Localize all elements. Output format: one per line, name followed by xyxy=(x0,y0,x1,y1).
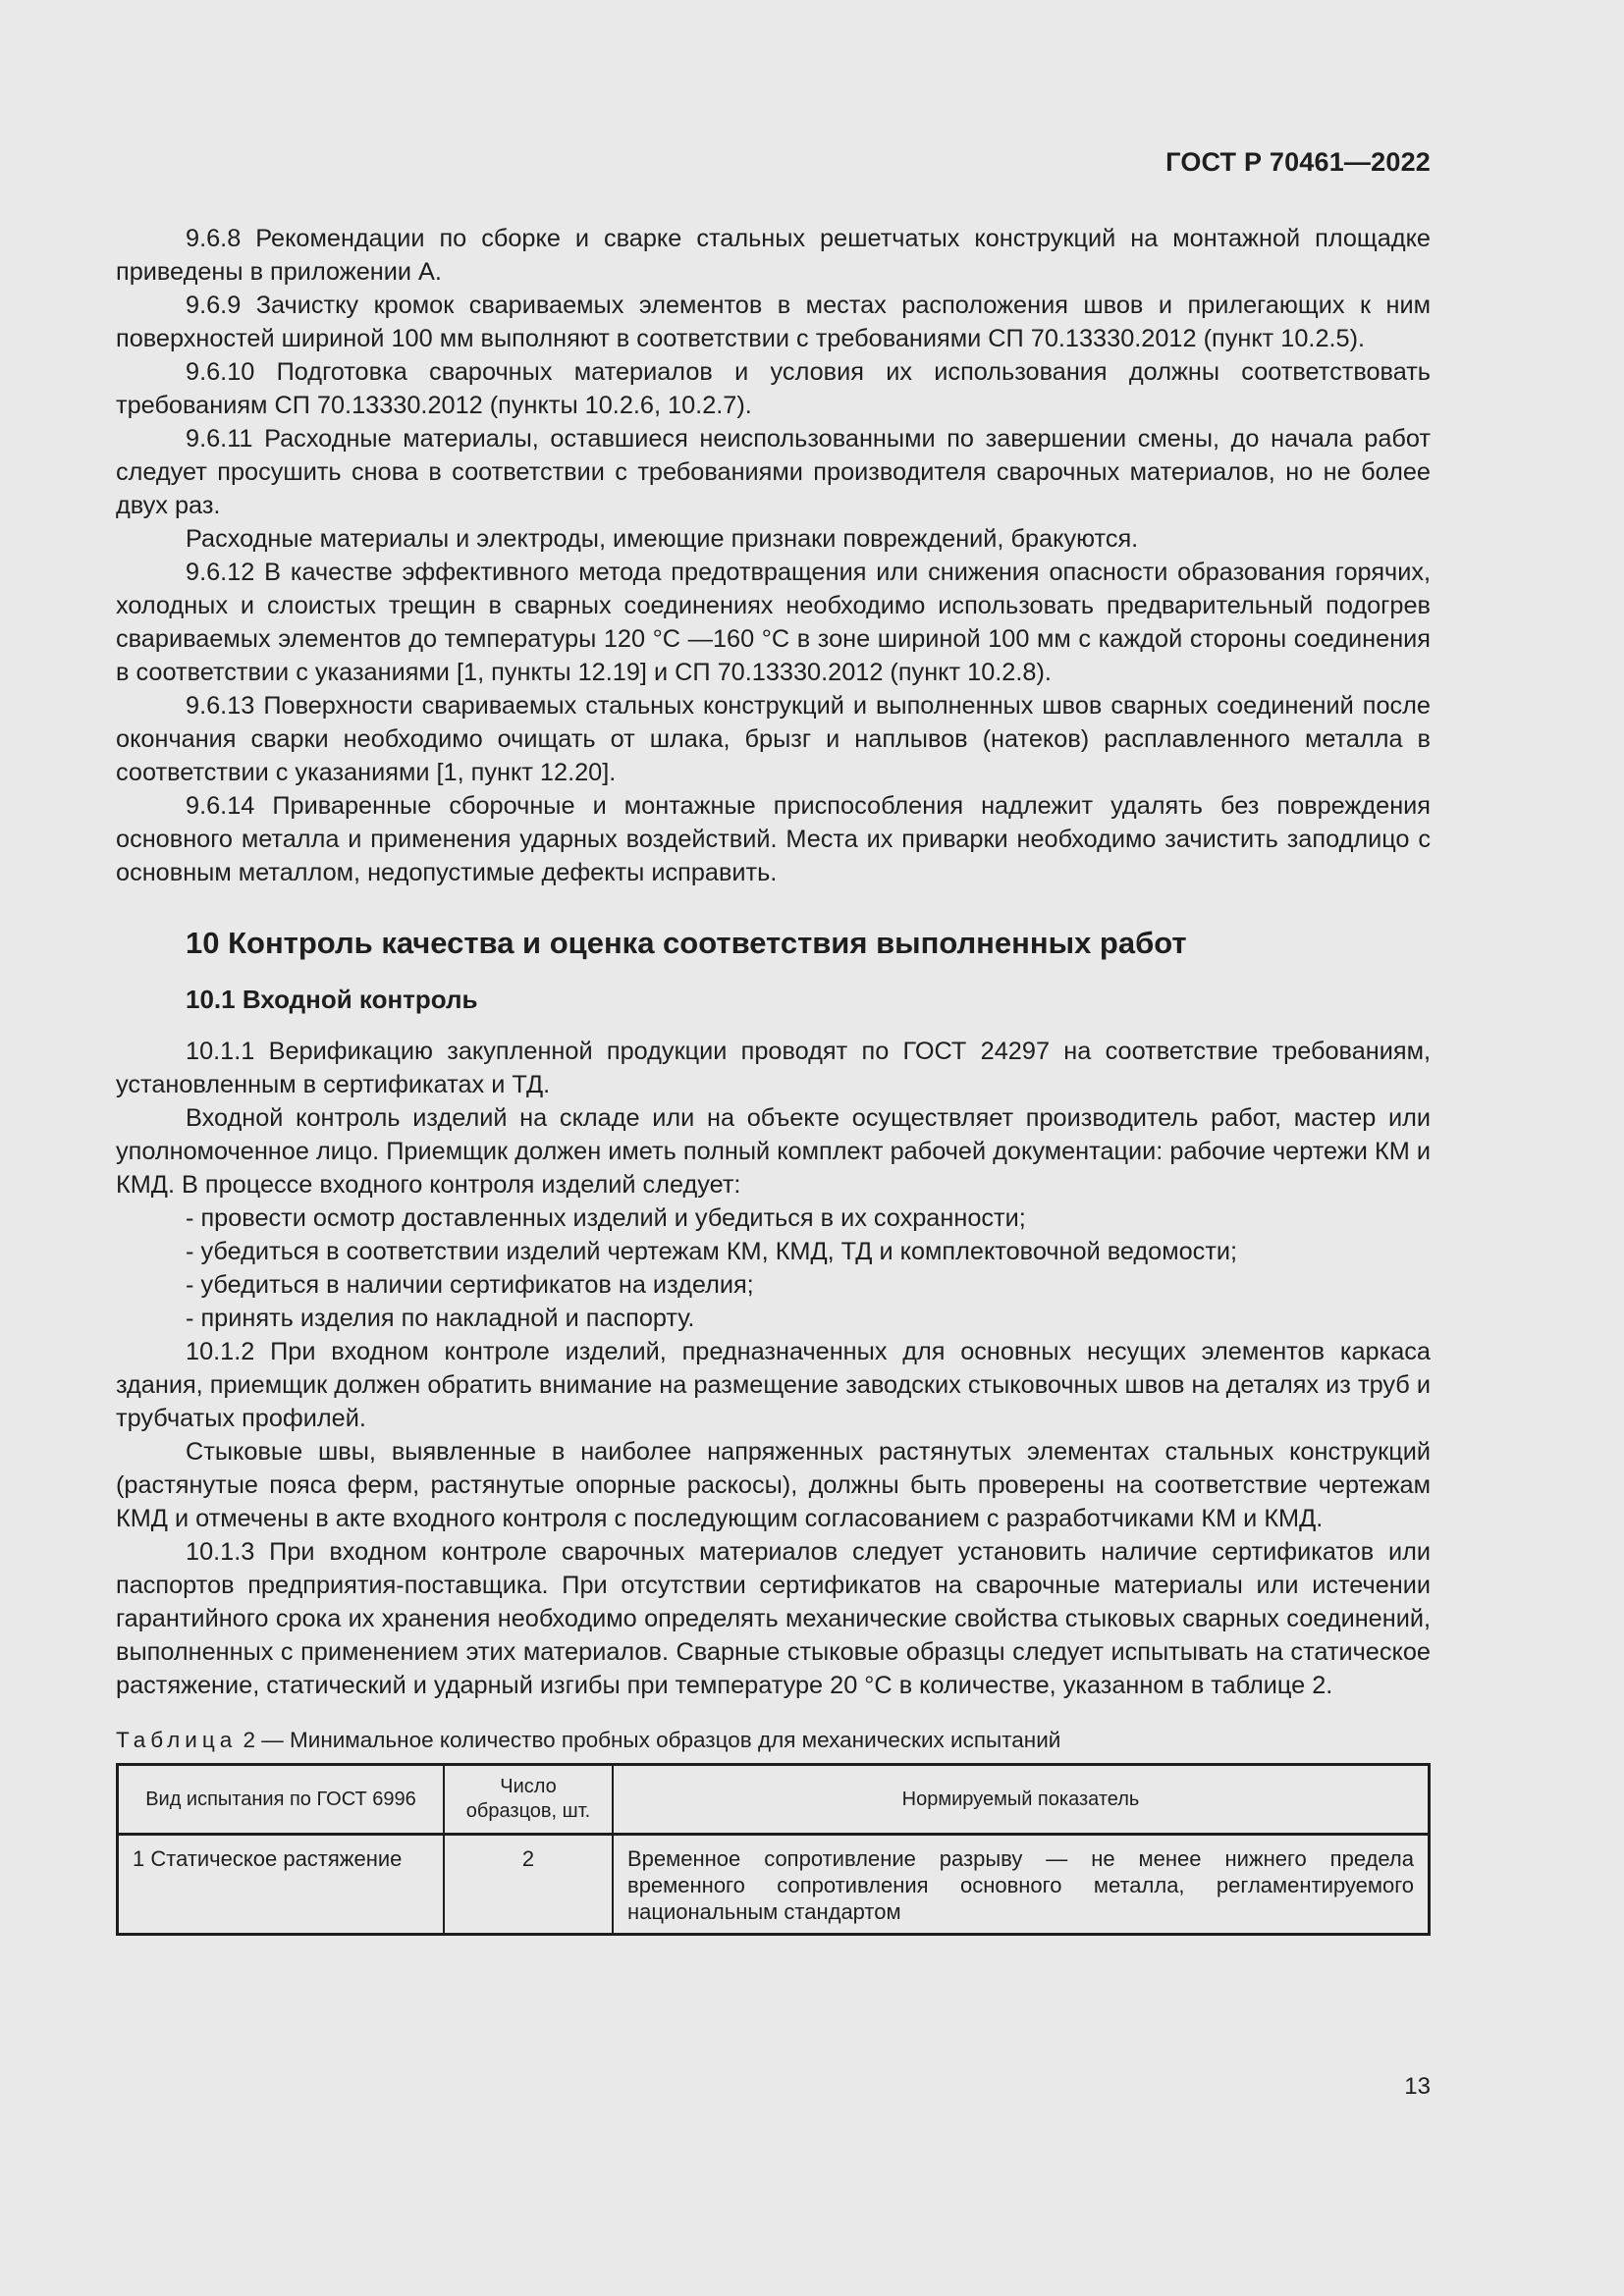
table-caption-text: 2 — Минимальное количество пробных образцов для механических испытаний xyxy=(237,1728,1061,1752)
cell-test-type: 1 Статическое растяжение xyxy=(118,1835,445,1935)
header-normed-indicator: Нормируемый показатель xyxy=(613,1765,1430,1835)
specimen-table xyxy=(116,1763,1431,1936)
paragraph-10-1-2: 10.1.2 При входном контроле изделий, предназначенных для основных несущих элементов каркаса здания, приемщик должен обратить внимание на размещение заводских стыковочных швов на деталях из труб и трубчатых профилей. xyxy=(116,1338,1431,1432)
cell-specimen-count: 2 xyxy=(444,1835,613,1935)
section-heading: 10 Контроль качества и оценка соответствия выполненных работ xyxy=(186,926,1187,960)
header-test-type: Вид испытания по ГОСТ 6996 xyxy=(118,1765,445,1835)
table-row xyxy=(118,1835,1430,1935)
list-item: - убедиться в соответствии изделий чертежам КМ, КМД, ТД и комплектовочной ведомости; xyxy=(186,1238,1238,1265)
paragraph-9-6-14: 9.6.14 Приваренные сборочные и монтажные приспособления надлежит удалять без повреждения основного металла и применения ударных воздействий. Места их приварки необходимо зачистить заподлицо с основным металлом, недопустимые дефекты исправить. xyxy=(116,792,1431,886)
paragraph-10-1-3: 10.1.3 При входном контроле сварочных материалов следует установить наличие сертификатов или паспортов предприятия-поставщика. При отсутствии сертификатов на сварочные материалы или истечении гарантийного срока их хранения необходимо определять механические свойства стыковых сварных соединений, выполненных с применением этих материалов. Сварные стыковые образцы следует испытывать на статическое растяжение, статический и ударный изгибы при температуре 20 °С в количестве, указанном в таблице 2. xyxy=(116,1538,1431,1699)
paragraph-9-6-8: 9.6.8 Рекомендации по сборке и сварке стальных решетчатых конструкций на монтажной площадке приведены в приложении А. xyxy=(116,225,1431,286)
header-specimen-count: Число образцов, шт. xyxy=(444,1765,613,1835)
document-code: ГОСТ Р 70461—2022 xyxy=(1165,147,1431,177)
paragraph-butt-welds: Стыковые швы, выявленные в наиболее напряженных растянутых элементах стальных конструкций (растянутые пояса ферм, растянутые опорные раскосы), должны быть проверены на соответствие чертежам КМД и отмечены в акте входного контроля с последующим согласованием с разработчиками КМ и КМД. xyxy=(116,1438,1431,1532)
list-item: - принять изделия по накладной и паспорту. xyxy=(186,1305,695,1332)
list-item: - провести осмотр доставленных изделий и убедиться в их сохранности; xyxy=(186,1204,1026,1232)
paragraph-9-6-9: 9.6.9 Зачистку кромок свариваемых элементов в местах расположения швов и прилегающих к ним поверхностей шириной 100 мм выполняют в соответствии с требованиями СП 70.13330.2012 (пункт 10.2.5). xyxy=(116,292,1431,352)
list-item: - убедиться в наличии сертификатов на изделия; xyxy=(186,1271,754,1299)
paragraph-input-control: Входной контроль изделий на складе или на объекте осуществляет производитель работ, мастер или уполномоченное лицо. Приемщик должен иметь полный комплект рабочей документации: рабочие чертежи КМ и КМД. В процессе входного контроля изделий следует: xyxy=(116,1104,1431,1199)
paragraph-9-6-12: 9.6.12 В качестве эффективного метода предотвращения или снижения опасности образования горячих, холодных и слоистых трещин в сварных соединениях необходимо использовать предварительный подогрев свариваемых элементов до температуры 120 °С —160 °С в зоне шириной 100 мм с каждой стороны соединения в соответствии с указаниями [1, пункты 12.19] и СП 70.13330.2012 (пункт 10.2.8). xyxy=(116,559,1431,686)
table-caption xyxy=(116,1722,1431,1759)
page-number: 13 xyxy=(1404,2073,1431,2100)
page-body xyxy=(116,222,1431,1936)
subsection-heading: 10.1 Входной контроль xyxy=(186,985,478,1014)
table-header-row xyxy=(118,1765,1430,1835)
paragraph-9-6-10: 9.6.10 Подготовка сварочных материалов и условия их использования должны соответствовать требованиям СП 70.13330.2012 (пункты 10.2.6, 10.2.7). xyxy=(116,358,1431,419)
paragraph-9-6-11: 9.6.11 Расходные материалы, оставшиеся неиспользованными по завершении смены, до начала работ следует просушить снова в соответствии с требованиями производителя сварочных материалов, но не более двух раз. xyxy=(116,425,1431,519)
cell-normed-indicator: Временное сопротивление разрыву — не менее нижнего предела временного сопротивления основного металла, регламентируемого национальным стандартом xyxy=(613,1835,1430,1935)
table-caption-label: Таблица xyxy=(116,1728,238,1752)
paragraph-rejection-note: Расходные материалы и электроды, имеющие признаки повреждений, бракуются. xyxy=(186,525,1139,553)
paragraph-9-6-13: 9.6.13 Поверхности свариваемых стальных конструкций и выполненных швов сварных соединений после окончания сварки необходимо очищать от шлака, брызг и наплывов (натеков) расплавленного металла в соответствии с указаниями [1, пункт 12.20]. xyxy=(116,692,1431,786)
paragraph-10-1-1: 10.1.1 Верификацию закупленной продукции проводят по ГОСТ 24297 на соответствие требованиям, установленным в сертификатах и ТД. xyxy=(116,1038,1431,1098)
